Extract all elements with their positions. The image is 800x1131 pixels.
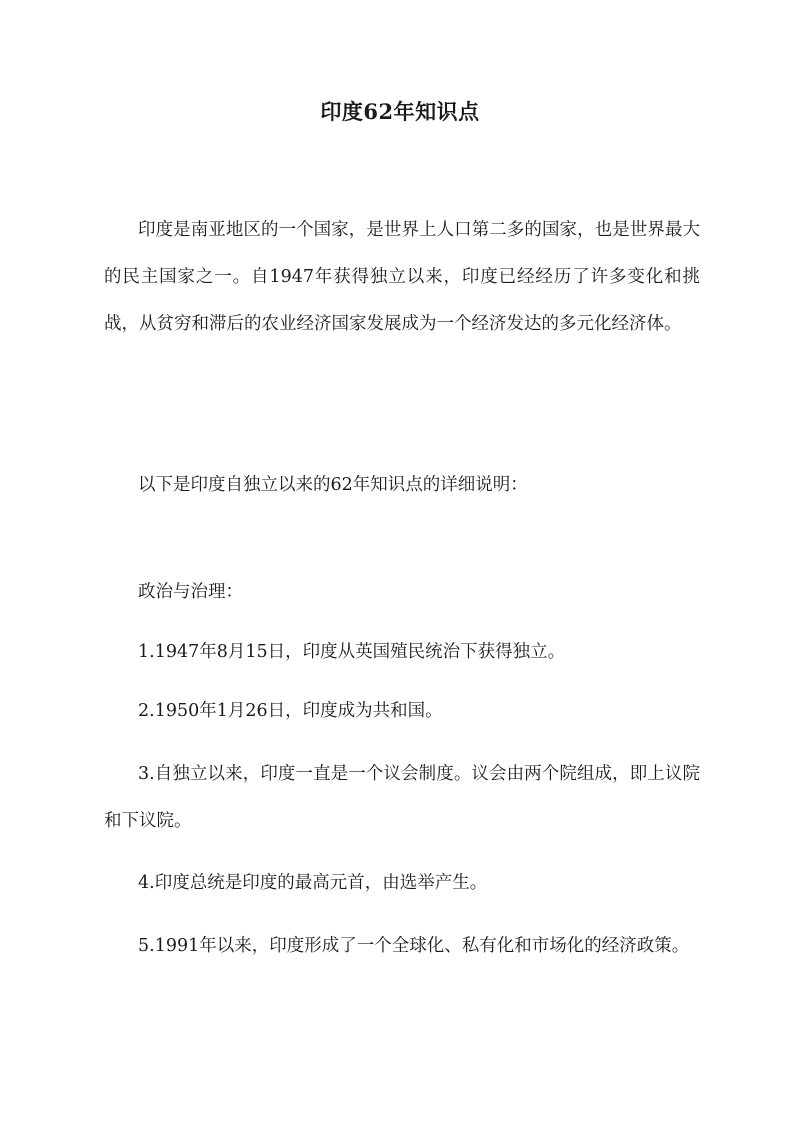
list-item: 4.印度总统是印度的最高元首，由选举产生。 bbox=[138, 873, 488, 893]
lead-paragraph: 以下是印度自独立以来的62年知识点的详细说明： bbox=[138, 475, 528, 495]
list-item: 5.1991年以来，印度形成了一个全球化、私有化和市场化的经济政策。 bbox=[138, 936, 690, 956]
list-item: 1.1947年8月15日，印度从英国殖民统治下获得独立。 bbox=[138, 642, 566, 662]
intro-paragraph: 印度是南亚地区的一个国家，是世界上人口第二多的国家，也是世界最大的民主国家之一。自1947年获得独立以来，印度已经经历了许多变化和挑战，从贫穷和滞后的农业经济国家发展成为一个经济发达的多元化经济体。 bbox=[104, 220, 700, 334]
document-title: 印度62年知识点 bbox=[320, 99, 480, 124]
list-item: 3.自独立以来，印度一直是一个议会制度。议会由两个院组成，即上议院和下议院。 bbox=[104, 764, 700, 831]
section-heading: 政治与治理： bbox=[138, 582, 243, 602]
list-item: 2.1950年1月26日，印度成为共和国。 bbox=[138, 701, 443, 721]
